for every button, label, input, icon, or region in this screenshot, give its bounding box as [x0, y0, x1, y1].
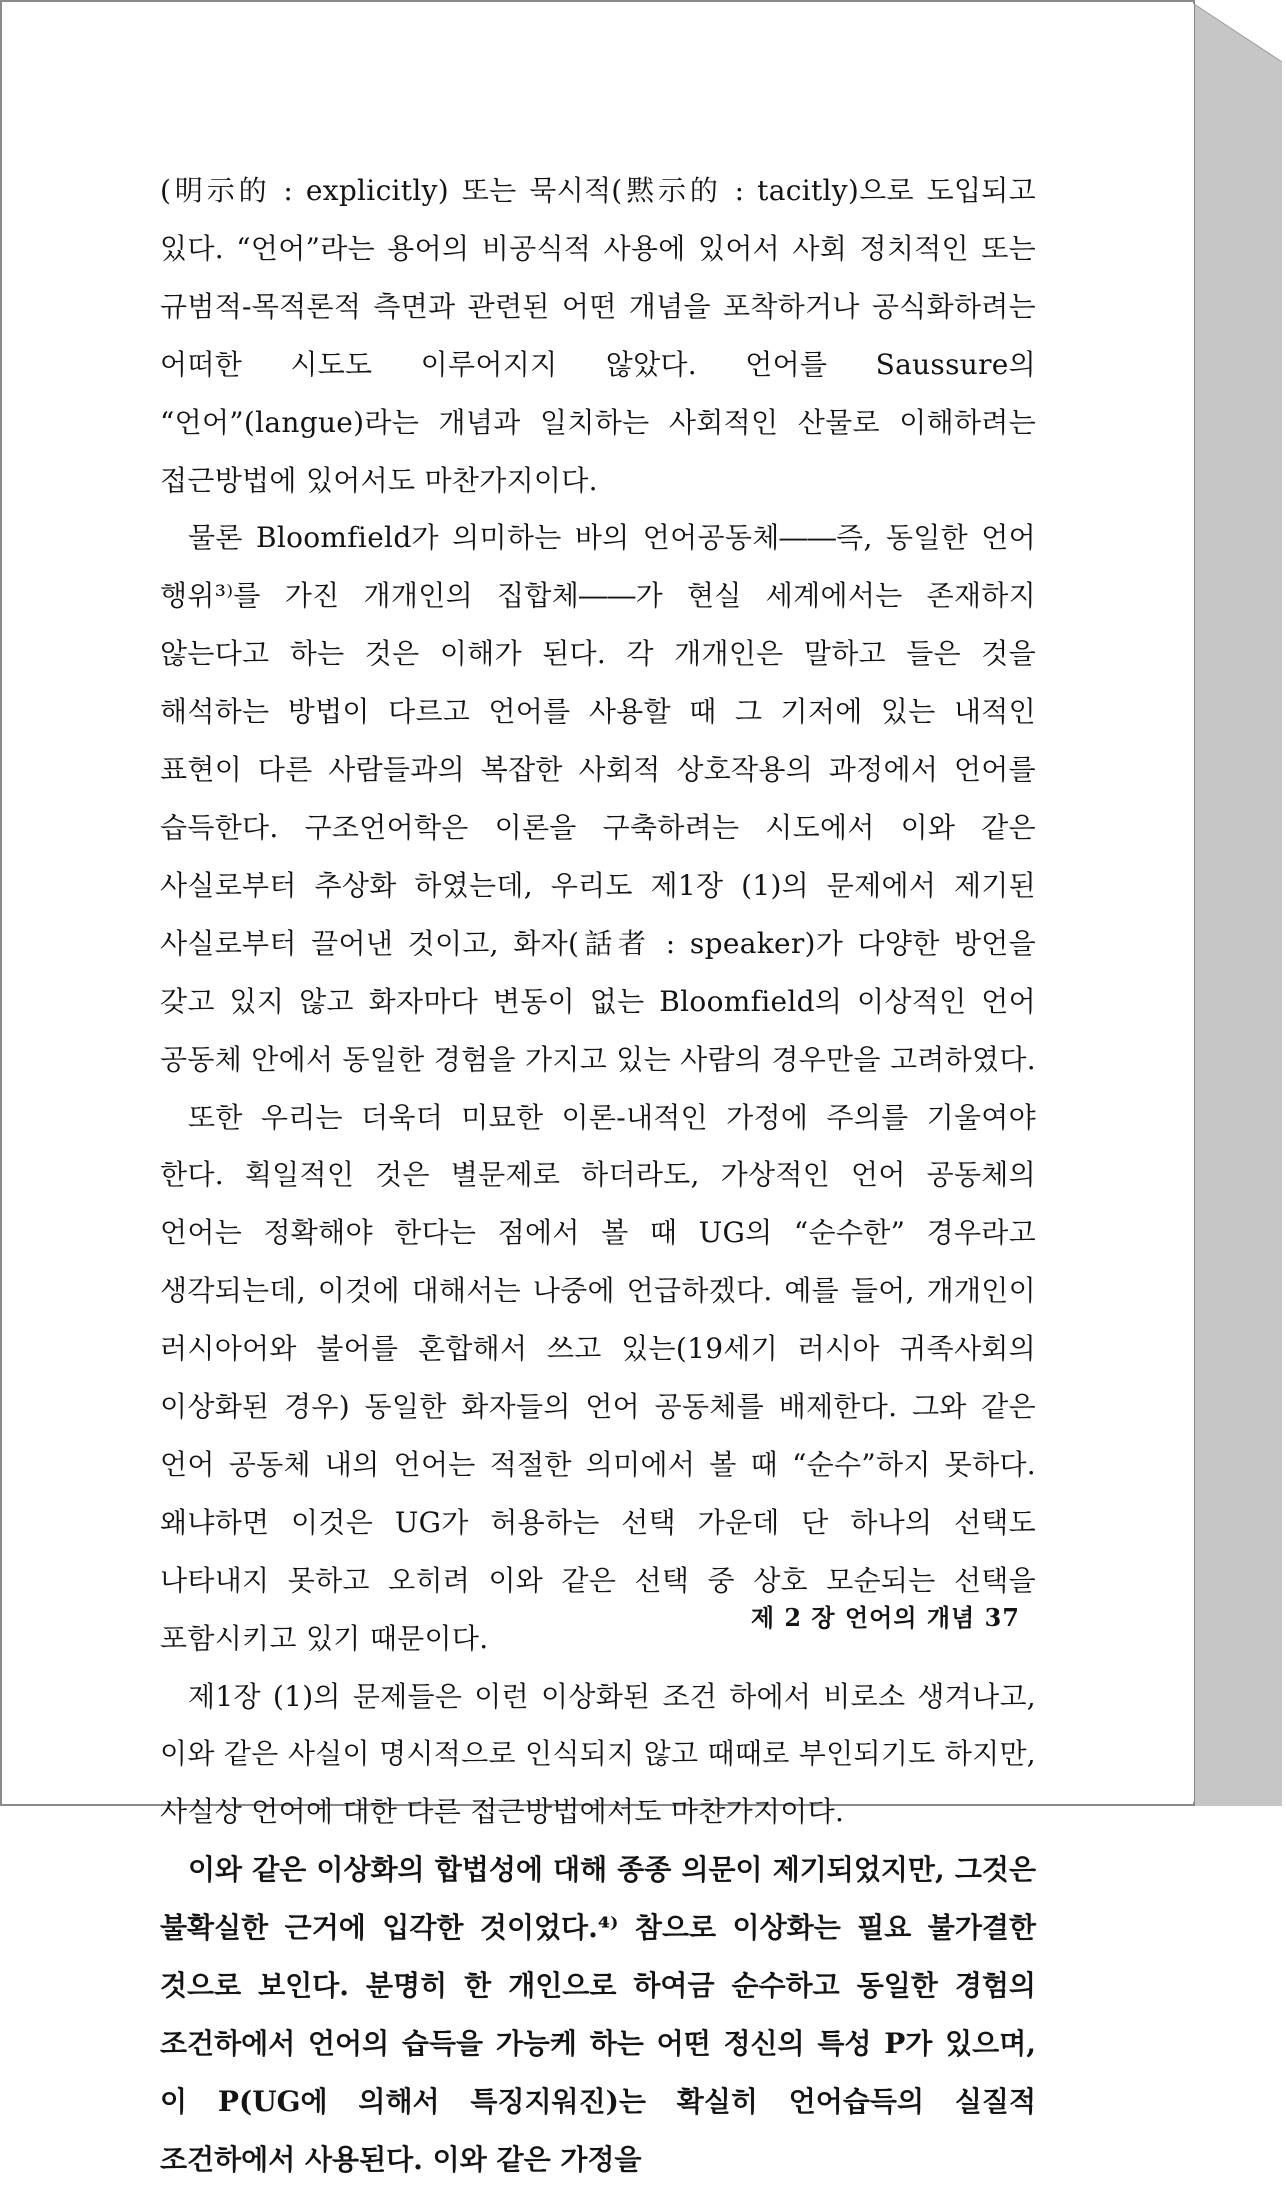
paragraph-1: (明示的 : explicitly) 또는 묵시적(黙示的 : tacitly)으로 도입되고 있다. “언어”라는 용어의 비공식적 사용에 있어서 사회 정치적인 또는 규범적-목적론적 측면과 관련된 어떤 개념을 포착하거나 공식화하려는 어떠한 시도도 이루어지지 않았다. 언어를 Saussure의 “언어”(langue)라는 개념과 일치하는 사회적인 산물로 이해하려는 접근방법에 있어서도 마찬가지이다. [160, 174, 1036, 497]
page-body-text [160, 162, 1036, 2189]
book-side-edge [1194, 4, 1282, 1806]
running-footer-page-number: 제 2 장 언어의 개념 37 [750, 1603, 1020, 1632]
paragraph-5: 이와 같은 이상화의 합법성에 대해 종종 의문이 제기되었지만, 그것은 불확실한 근거에 입각한 것이었다.⁴⁾ 참으로 이상화는 필요 불가결한 것으로 보인다. 분명히 한 개인으로 하여금 순수하고 동일한 경험의 조건하에서 언어의 습득을 가능케 하는 어떤 정신의 특성 P가 있으며, 이 P(UG에 의해서 특징지워진)는 확실히 언어습득의 실질적 조건하에서 사용된다. 이와 같은 가정을 [160, 1853, 1036, 2176]
paragraph-4: 제1장 (1)의 문제들은 이런 이상화된 조건 하에서 비로소 생겨나고, 이와 같은 사실이 명시적으로 인식되지 않고 때때로 부인되기도 하지만, 사실상 언어에 대한 다른 접근방법에서도 마찬가지이다. [160, 1679, 1036, 1829]
paragraph-2: 물론 Bloomfield가 의미하는 바의 언어공동체――즉, 동일한 언어 행위³⁾를 가진 개개인의 집합체――가 현실 세계에서는 존재하지 않는다고 하는 것은 이해가 된다. 각 개개인은 말하고 들은 것을 해석하는 방법이 다르고 언어를 사용할 때 그 기저에 있는 내적인 표현이 다른 사람들과의 복잡한 사회적 상호작용의 과정에서 언어를 습득한다. 구조언어학은 이론을 구축하려는 시도에서 이와 같은 사실로부터 추상화 하였는데, 우리도 제1장 (1)의 문제에서 제기된 사실로부터 끌어낸 것이고, 화자(話者 : speaker)가 다양한 방언을 갖고 있지 않고 화자마다 변동이 없는 Bloomfield의 이상적인 언어 공동체 안에서 동일한 경험을 가지고 있는 사람의 경우만을 고려하였다. [160, 521, 1036, 1076]
paragraph-3: 또한 우리는 더욱더 미묘한 이론-내적인 가정에 주의를 기울여야 한다. 획일적인 것은 별문제로 하더라도, 가상적인 언어 공동체의 언어는 정확해야 한다는 점에서 볼 때 UG의 “순수한” 경우라고 생각되는데, 이것에 대해서는 나중에 언급하겠다. 예를 들어, 개개인이 러시아어와 불어를 혼합해서 쓰고 있는(19세기 러시아 귀족사회의 이상화된 경우) 동일한 화자들의 언어 공동체를 배제한다. 그와 같은 언어 공동체 내의 언어는 적절한 의미에서 볼 때 “순수”하지 못하다. 왜냐하면 이것은 UG가 허용하는 선택 가운데 단 하나의 선택도 나타내지 못하고 오히려 이와 같은 선택 중 상호 모순되는 선택을 포함시키고 있기 때문이다. [160, 1100, 1036, 1655]
